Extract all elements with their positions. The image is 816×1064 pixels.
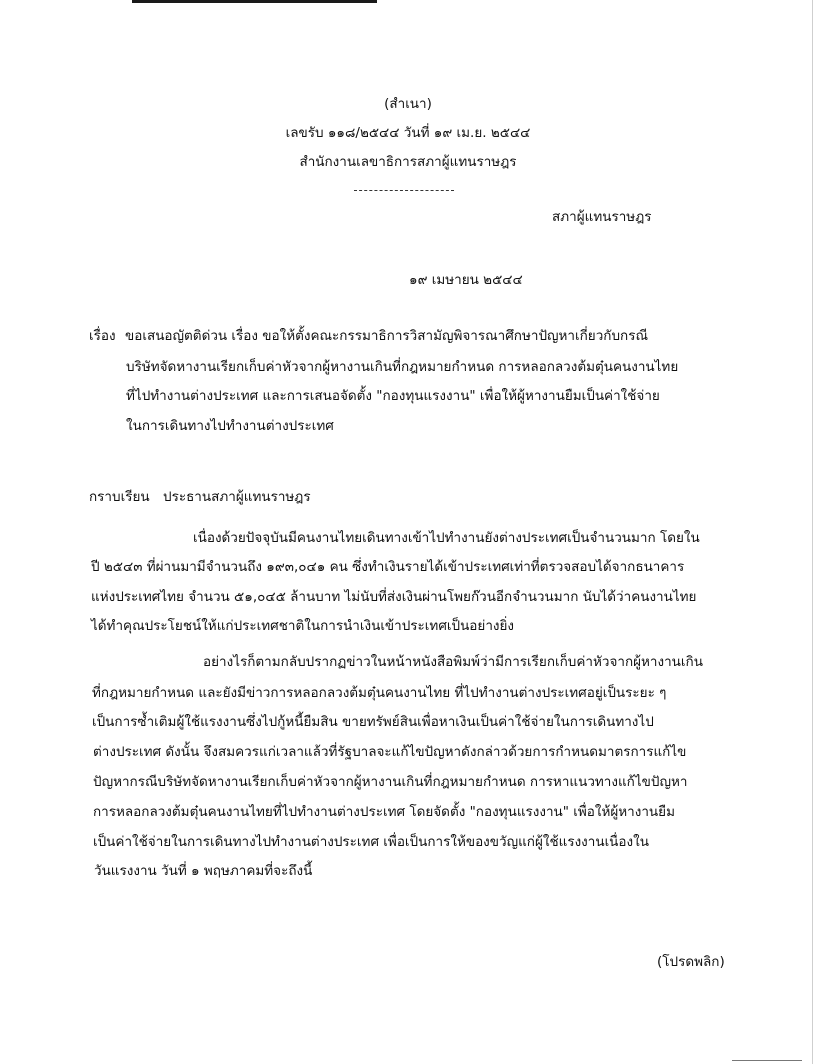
paragraph2-line: วันแรงงาน วันที่ ๑ พฤษภาคมที่จะถึงนี้ <box>94 863 313 879</box>
subject-line-3: ที่ไปทำงานต่างประเทศ และการเสนอจัดตั้ง "กองทุนแรงงาน" เพื่อให้ผู้หางานยืมเป็นค่าใช้จ่าย <box>126 388 660 404</box>
paragraph1-line: ได้ทำคุณประโยชน์ให้แก่ประเทศชาติในการนำเงินเข้าประเทศเป็นอย่างยิ่ง <box>91 618 514 634</box>
subject-line-2: บริษัทจัดหางานเรียกเก็บค่าหัวจากผู้หางานเกินที่กฎหมายกำหนด การหลอกลวงต้มตุ๋นคนงานไทย <box>126 359 679 375</box>
salutation <box>89 488 311 506</box>
scan-right-edge <box>812 0 813 1064</box>
paragraph2-line: อย่างไรก็ตามกลับปรากฏข่าวในหน้าหนังสือพิมพ์ว่ามีการเรียกเก็บค่าหัวจากผู้หางานเกิน <box>203 654 703 670</box>
sender: สภาผู้แทนราษฎร <box>552 209 652 225</box>
scan-top-bar <box>132 0 377 3</box>
reference-number: เลขรับ ๑๑๘/๒๕๔๔ วันที่ ๑๙ เม.ย. ๒๕๔๔ <box>285 125 531 141</box>
paragraph2-line: ต่างประเทศ ดังนั้น จึงสมควรแก่เวลาแล้วที่รัฐบาลจะแก้ไขปัญหาดังกล่าวด้วยการกำหนดมาตรการแก้ไข <box>93 744 687 760</box>
paragraph2-line: เป็นการซ้ำเติมผู้ใช้แรงงานซึ่งไปกู้หนี้ยืมสิน ขายทรัพย์สินเพื่อหาเงินเป็นค่าใช้จ่ายในการเดินทางไป <box>92 714 654 730</box>
subject-line-4: ในการเดินทางไปทำงานต่างประเทศ <box>126 418 334 434</box>
paragraph2-line: ปัญหากรณีบริษัทจัดหางานเรียกเก็บค่าหัวจากผู้หางานเกินที่กฎหมายกำหนด การหาแนวทางแก้ไขปัญหา <box>93 774 688 790</box>
salutation-recipient: ประธานสภาผู้แทนราษฎร <box>163 489 311 505</box>
paragraph2-line: การหลอกลวงต้มตุ๋นคนงานไทยที่ไปทำงานต่างประเทศ โดยจัดตั้ง "กองทุนแรงงาน" เพื่อให้ผู้หางานยืม <box>93 804 675 820</box>
subject-text: ขอเสนอญัตติด่วน เรื่อง ขอให้ตั้งคณะกรรมาธิการวิสามัญพิจารณาศึกษาปัญหาเกี่ยวกับกรณี <box>125 328 648 344</box>
paragraph1-line: ปี ๒๕๔๓ ที่ผ่านมามีจำนวนถึง ๑๙๓,๐๔๑ คน ซึ่งทำเงินรายได้เข้าประเทศเท่าที่ตรวจสอบได้จากธนาคาร <box>91 559 685 575</box>
subject-line-1 <box>89 327 648 345</box>
please-turn-over: (โปรดพลิก) <box>657 954 725 970</box>
scan-bottom-mark <box>732 1060 802 1061</box>
paragraph1-line: เนื่องด้วยปัจจุบันมีคนงานไทยเดินทางเข้าไปทำงานยังต่างประเทศเป็นจำนวนมาก โดยใน <box>193 530 700 546</box>
paragraph2-line: ที่กฎหมายกำหนด และยังมีข่าวการหลอกลวงต้มตุ๋นคนงานไทย ที่ไปทำงานต่างประเทศอยู่เป็นระยะ ๆ <box>92 685 667 701</box>
paragraph1-line: แห่งประเทศไทย จำนวน ๕๑,๐๔๕ ล้านบาท ไม่นับที่ส่งเงินผ่านโพยก๊วนอีกจำนวนมาก นับได้ว่าคนงานไทย <box>91 589 697 605</box>
office-name: สำนักงานเลขาธิการสภาผู้แทนราษฎร <box>299 154 517 170</box>
paragraph2-line: เป็นค่าใช้จ่ายในการเดินทางไปทำงานต่างประเทศ เพื่อเป็นการให้ของขวัญแก่ผู้ใช้แรงงานเนื่องใน <box>93 834 649 850</box>
salutation-label: กราบเรียน <box>89 489 150 505</box>
header-divider <box>354 190 454 191</box>
document-date: ๑๙ เมษายน ๒๕๔๔ <box>409 272 523 288</box>
copy-label: (สำเนา) <box>384 96 432 112</box>
subject-label: เรื่อง <box>89 328 116 344</box>
